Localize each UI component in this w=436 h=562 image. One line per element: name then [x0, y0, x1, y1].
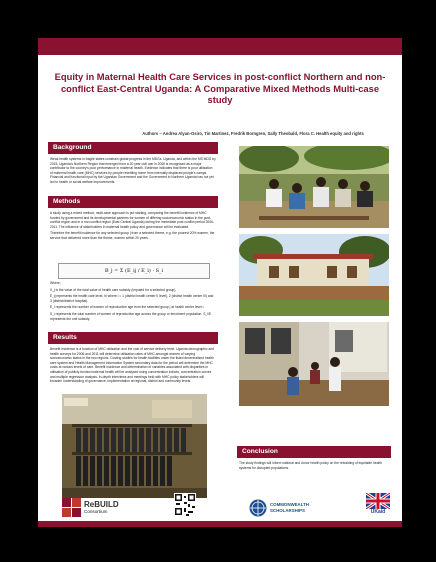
- methods-where: Where,: [50, 281, 61, 285]
- methods-definitions: [50, 281, 216, 331]
- maternity-ward-photo: [239, 322, 389, 406]
- methods-def-1: X_j is the value of the total value of health care subsidy (imputed for a selected group),: [50, 287, 177, 292]
- background-text: Weak health systems in fragile states constrain global progress in the MDGs. Uganda, and within the MS MDG by 2015, Uganda's Northern Region that emerged from a 20 year civil war in 2006 is recognised as a major contributor to the country's poor performance in maternal health. Evidence indicates that there is poor utilisation of maternal health care (MHC) services by people resettling home from internally displaced people's camps. Financial and functional input by the Ugandan Government and the Government in Northern Uganda has not yet led to health or social welfare improvements.: [50, 157, 216, 184]
- union-flag-icon: [366, 493, 390, 509]
- methods-body: [50, 211, 216, 243]
- research-poster: [38, 38, 402, 527]
- methods-heading: Methods: [48, 196, 218, 208]
- health-centre-building-photo: [239, 234, 389, 316]
- rebuild-name: ReBUILD: [84, 500, 119, 509]
- commonwealth-logo: [249, 498, 329, 518]
- qr-code-icon: [174, 493, 196, 517]
- conclusion-text: The study findings will inform national and donor health policy on the rebuilding of equitable health systems for disrupted populations.: [239, 461, 382, 470]
- methods-text-2: Therefore the benefit incidence for any selected group j from a selected theme, e.g. the poorest 20% women, the service that delivered more than the theme, women within 20 years.: [50, 231, 215, 240]
- community-meeting-photo: [239, 146, 389, 228]
- poster-authors: Authors – Andrea Alyan-Osiro, Tin Martinez, Fredrik Borngren, Sally Theobald, Flora C. Health equity and rights: [142, 131, 364, 136]
- rebuild-logo: [62, 498, 132, 518]
- results-text: Benefit incidence is a function of MHC utilisation and the cost of service delivery level. Uganda demographic and health surveys for 2006 and 2011 will determine utilisation rates of MHC amongst women of varying socioeconomic status in the two regions. Costing studies for health facilities under the listed decentralised health care system and Health Management Information System secondary data for the period will determine the MHC costs at various levels of care. Benefit incidence and determination of variables associated with disparities in utilisation of publicly-funded maternal health will be analysed using concentration indices, concentration curves and multiple regression analysis. In-depth interviews and meetings held with MHC policy stakeholders will broaden understanding of governance, implementation at regional, district and community levels.: [50, 347, 215, 384]
- conclusion-heading: Conclusion: [237, 446, 391, 458]
- background-heading: Background: [48, 142, 218, 154]
- methods-def-2: E_ij represents the health care level, hi where i = 1 (district health center II level), 2 (district health center III) and 3 (district/district hospital).: [50, 294, 214, 303]
- methods-def-4: S_i represents the total number of women of reproductive age across the group or enrolment population. S_i/E represents the unit subsidy.: [50, 311, 212, 321]
- poster-top-band: [38, 38, 402, 55]
- poster-title: Equity in Maternal Health Care Services in post-conflict Northern and non-conflict East-Central Uganda: A Comparative Mixed Methods Multi-case study: [54, 71, 386, 105]
- ukaid-logo: [366, 493, 390, 521]
- commonwealth-globe-icon: [249, 499, 267, 517]
- rebuild-mark-icon: [62, 498, 82, 518]
- records-shelves-photo: [62, 394, 207, 498]
- methods-text-1: A study using a mixed method, multi-case approach is put starting, comparing the benefit incidence of MHC funded by government and its developmental partners for women of differing socioeconomic status in the post-conflict region and in a non-conflict region (East Central Uganda) during the immediate post conflict period 2006-2011. The influence of stakeholders in maternal health policy and governance will be evaluated.: [50, 211, 215, 229]
- benefit-incidence-formula: B_j = Σ (E_ij / E_i) · S_i: [58, 263, 210, 279]
- rebuild-subtitle: Consortium: [84, 509, 108, 514]
- poster-bottom-band: [38, 521, 402, 527]
- methods-def-3: E_i represents the number of women of reproductive age from the selected group j at health center level i.: [50, 305, 205, 310]
- results-heading: Results: [48, 332, 218, 344]
- ukaid-label: UKaid: [370, 509, 386, 515]
- commonwealth-name: COMMONWEALTH: [270, 502, 309, 507]
- commonwealth-subtitle: SCHOLARSHIPS: [270, 508, 305, 513]
